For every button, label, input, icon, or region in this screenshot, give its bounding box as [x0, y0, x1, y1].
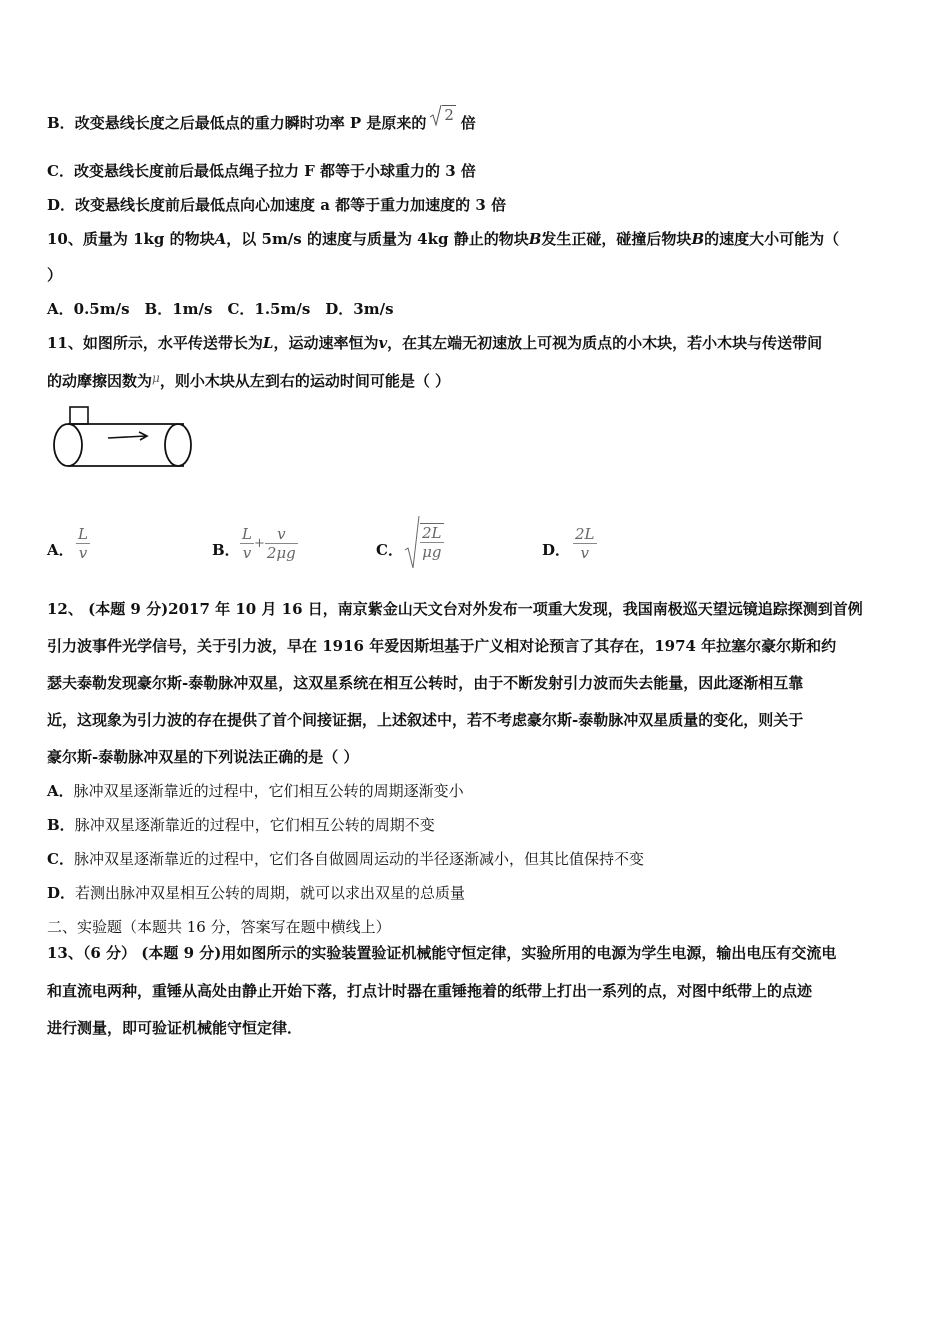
- q12-stem-line2: 引力波事件光学信号，关于引力波，早在 1916 年爱因斯坦基于广义相对论预言了其存在，1974 年拉塞尔豪尔斯和约: [47, 637, 837, 655]
- q12-stem-line5: 豪尔斯-泰勒脉冲双星的下列说法正确的是（ ）: [47, 748, 359, 766]
- q11-stem-line2: 的动摩擦因数为$^\mu$，则小木块从左到右的运动时间可能是（ ）: [47, 371, 451, 390]
- fraction: $\frac{L}{v}$: [242, 525, 252, 562]
- direction-arrow-icon: [108, 436, 146, 438]
- q11-stem-line1: 11、如图所示，水平传送带长为L，运动速率恒为v，在其左端无初速放上可视为质点的小木块，若小木块与传送带间: [47, 334, 823, 352]
- q13-stem-line3: 进行测量，即可验证机械能守恒定律．: [47, 1019, 303, 1037]
- expression: $\frac{L}{v}$ + $\frac{v}{2\mu g}$: [242, 525, 296, 562]
- q13-stem-line1: 13、（6 分） (本题 9 分)用如图所示的实验装置验证机械能守恒定律，实验所用的电源为学生电源，输出电压有交流电: [47, 944, 837, 962]
- q12-stem-line4: 近，这现象为引力波的存在提供了首个间接证据，上述叙述中，若不考虑豪尔斯-泰勒脉冲双星质量的变化，则关于: [47, 711, 804, 729]
- sqrt-expression: [404, 514, 444, 570]
- q12-stem-line3: 瑟夫泰勒发现豪尔斯-泰勒脉冲双星，这双星系统在相互公转时，由于不断发射引力波而失去能量，因此逐渐相互靠: [47, 674, 804, 692]
- q10-stem-close: ）: [47, 266, 63, 284]
- q10-options: A．0.5m/s B．1m/s C．1.5m/s D．3m/s: [47, 300, 394, 318]
- q12-stem-line1: 12、 (本题 9 分)2017 年 10 月 16 日，南京紫金山天文台对外发布一项重大发现，我国南极巡天望远镜追踪探测到首例: [47, 600, 863, 618]
- fraction: $\frac{L}{v}$: [78, 525, 88, 562]
- sqrt-expression: 2: [430, 104, 456, 126]
- left-roller: [54, 424, 82, 466]
- q12-option-d: D．若测出脉冲双星相互公转的周期，就可以求出双星的总质量: [47, 884, 466, 902]
- q12-option-c: C．脉冲双星逐渐靠近的过程中，它们各自做圆周运动的半径逐渐减小，但其比值保持不变: [47, 850, 644, 868]
- q9-option-b: B．改变悬线长度之后最低点的重力瞬时功率 P 是原来的 2 倍: [47, 106, 476, 132]
- q9-option-d: D．改变悬线长度前后最低点向心加速度 a 都等于重力加速度的 3 倍: [47, 196, 507, 214]
- right-roller: [165, 424, 191, 466]
- q10-stem: 10、质量为 1kg 的物块A，以 5m/s 的速度与质量为 4kg 静止的物块B发生正碰，碰撞后物块B的速度大小可能为（: [47, 230, 840, 248]
- sqrt-sign-icon: [430, 104, 442, 126]
- q12-option-b: B．脉冲双星逐渐靠近的过程中，它们相互公转的周期不变: [47, 816, 435, 834]
- sqrt-sign-icon: [404, 514, 420, 570]
- fraction: $\frac{2L}{v}$: [575, 525, 595, 562]
- conveyor-belt-figure: [50, 405, 198, 471]
- section-heading: 二、实验题（本题共 16 分，答案写在题中横线上）: [47, 918, 391, 936]
- wooden-block: [70, 407, 88, 424]
- q12-option-a: A．脉冲双星逐渐靠近的过程中，它们相互公转的周期逐渐变小: [47, 782, 464, 800]
- fraction: $\frac{2L}{\mu g}$: [422, 524, 442, 561]
- q9-option-c: C．改变悬线长度前后最低点绳子拉力 F 都等于小球重力的 3 倍: [47, 162, 476, 180]
- q13-stem-line2: 和直流电两种，重锤从高处由静止开始下落，打点计时器在重锤拖着的纸带上打出一系列的点，对图中纸带上的点迹: [47, 982, 813, 1000]
- fraction: $\frac{v}{2\mu g}$: [266, 525, 296, 562]
